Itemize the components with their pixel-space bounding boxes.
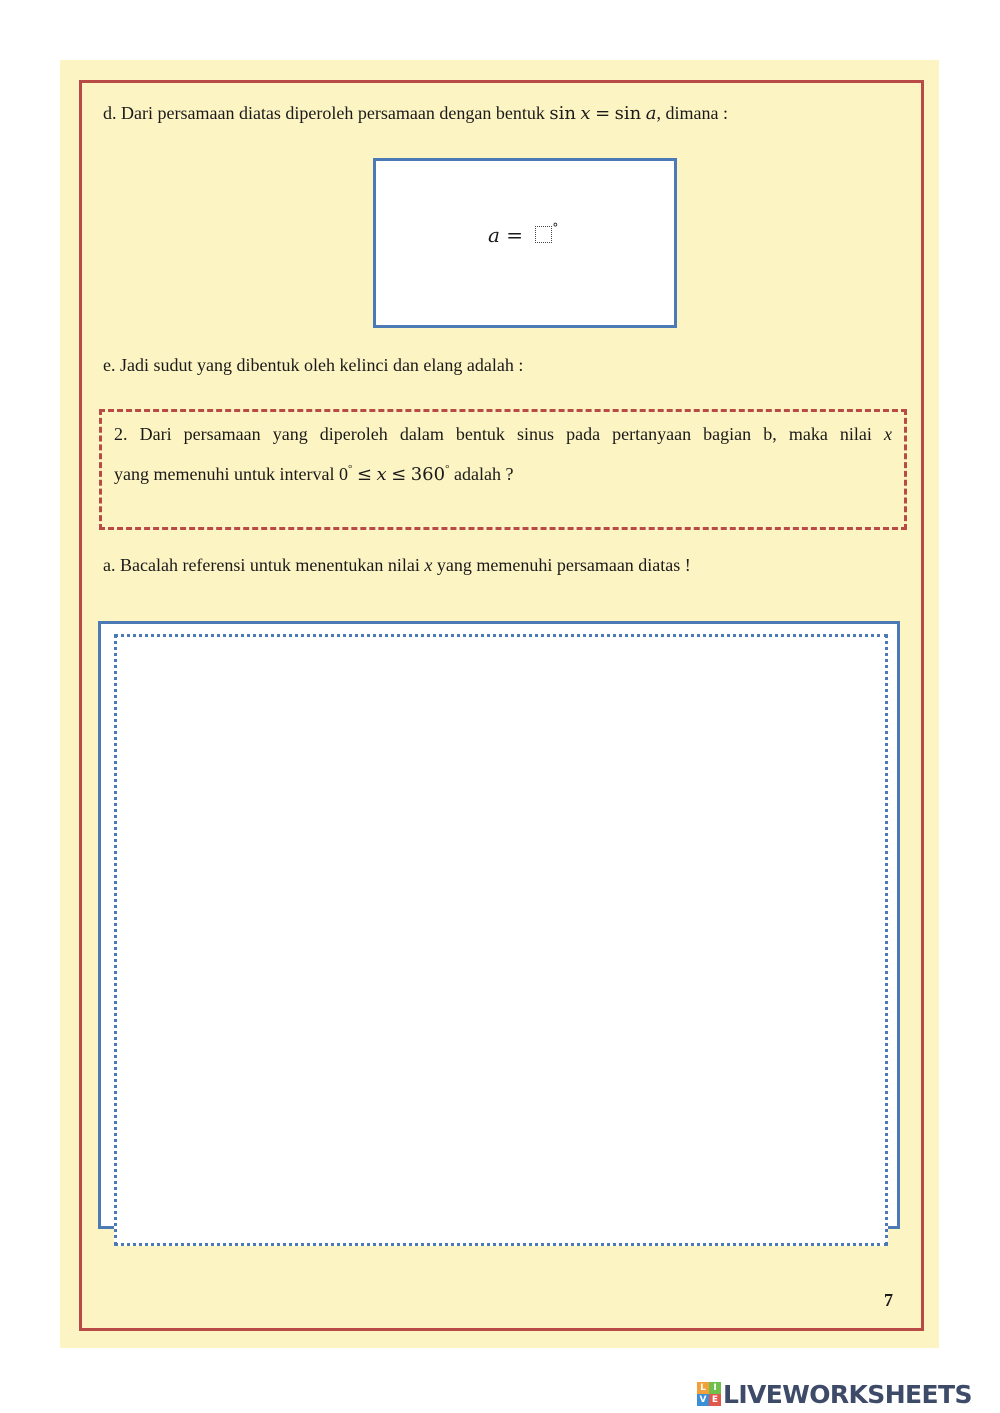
liveworksheets-wordmark: LIVEWORKSHEETS: [723, 1379, 972, 1409]
liveworksheets-logo: [697, 1377, 972, 1411]
logo-letter-v: V: [697, 1394, 709, 1406]
logo-letter-l: L: [697, 1382, 709, 1394]
item-e-text: e. Jadi sudut yang dibentuk oleh kelinci dan elang adalah :: [103, 355, 524, 375]
angle-answer-box: [373, 158, 677, 328]
angle-formula: a = °: [488, 221, 559, 247]
item-a-text: a. Bacalah referensi untuk menentukan nilai x yang memenuhi persamaan diatas !: [103, 555, 691, 575]
logo-letter-e: E: [709, 1394, 721, 1406]
page-number: 7: [884, 1290, 893, 1310]
question-2-box: [99, 409, 907, 530]
question-2-line-1: 2. Dari persamaan yang diperoleh dalam bentuk sinus pada pertanyaan bagian b, maka nilai x: [114, 424, 892, 444]
work-answer-area[interactable]: [114, 634, 888, 1246]
item-d-text: d. Dari persamaan diatas diperoleh persamaan dengan bentuk sin x = sin a, dimana :: [103, 103, 728, 124]
logo-letter-i: I: [709, 1382, 721, 1394]
question-2-line-2: yang memenuhi untuk interval 0° ≤ x ≤ 360° adalah ?: [114, 463, 514, 485]
angle-input-placeholder[interactable]: [535, 226, 552, 243]
liveworksheets-icon: [697, 1382, 721, 1406]
